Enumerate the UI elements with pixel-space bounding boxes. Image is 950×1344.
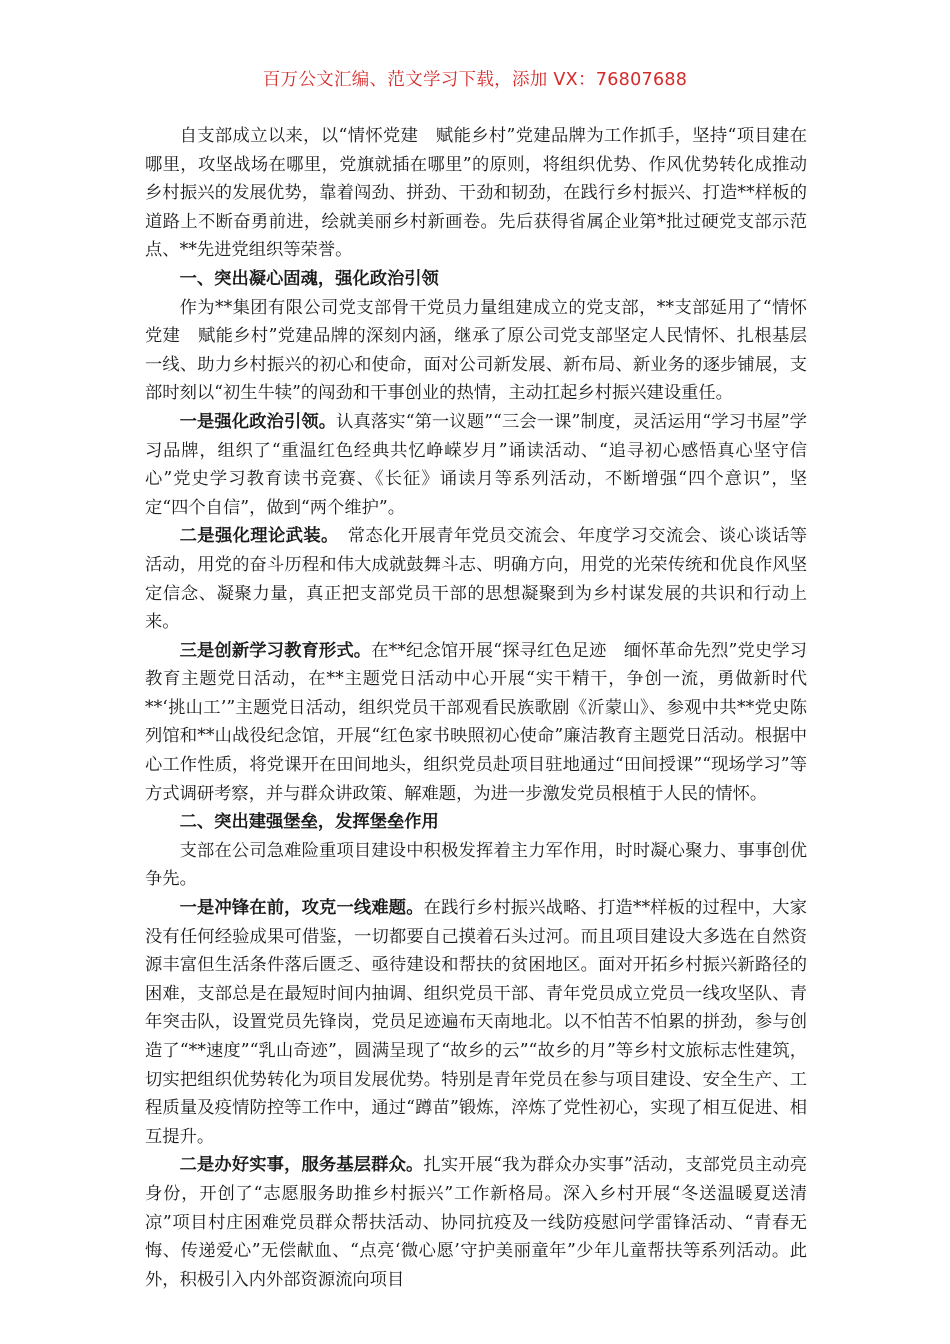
paragraph-3-lead: 二是强化理论武装。 (179, 526, 331, 547)
section-heading-1: 一、突出凝心固魂，强化政治引领 (179, 268, 439, 289)
watermark-banner: 百万公文汇编、范文学习下载，添加 VX：76807688 (262, 70, 688, 90)
section-heading-2: 二、突出建强堡垒，发挥堡垒作用 (179, 812, 439, 833)
paragraph-2 (145, 408, 807, 522)
paragraph-4 (145, 637, 807, 809)
paragraph-5: 支部在公司急难险重项目建设中积极发挥着主力军作用，时时凝心聚力、事事创优争先。 (145, 840, 807, 890)
paragraph-6-lead: 一是冲锋在前，攻克一线难题。 (179, 898, 424, 919)
paragraph-2-text: 认真落实“第一议题”“三会一课”制度，灵活运用“学习书屋”学习品牌，组织了“重温红色经典共忆峥嵘岁月”诵读活动、“追寻初心感悟真心坚守信心”党史学习教育读书竞赛、《长征》诵读月等系列活动，不断增强“四个意识”，坚定“四个自信”，做到“两个维护”。 (145, 411, 807, 518)
paragraph-2-lead: 一是强化政治引领。 (179, 411, 337, 432)
paragraph-3-text: 常态化开展青年党员交流会、年度学习交流会、谈心谈话等活动，用党的奋斗历程和伟大成就鼓舞斗志、明确方向，用党的光荣传统和优良作风坚定信念、凝聚力量，真正把支部党员干部的思想凝聚到为乡村谋发展的共识和行动上来。 (145, 526, 807, 633)
paragraph-7-text: 扎实开展“我为群众办实事”活动，支部党员主动亮身份，开创了“志愿服务助推乡村振兴”工作新格局。深入乡村开展“冬送温暖夏送清凉”项目村庄困难党员群众帮扶活动、协同抗疫及一线防疫慰问学雷锋活动、“青春无悔、传递爱心”无偿献血、“点亮‘微心愿’守护美丽童年”少年儿童帮扶等系列活动。此外，积极引入内外部资源流向项目 (145, 1155, 807, 1290)
paragraph-7-lead: 二是办好实事，服务基层群众。 (179, 1155, 424, 1176)
paragraph-1: 作为**集团有限公司党支部骨干党员力量组建成立的党支部，**支部延用了“情怀党建 赋能乡村”党建品牌的深刻内涵，继承了原公司党支部坚定人民情怀、扎根基层一线、助力乡村振兴的初心和使命，面对公司新发展、新布局、新业务的逐步铺展，支部时刻以“初生牛犊”的闯劲和干事创业的热情，主动扛起乡村振兴建设重任。 (145, 297, 807, 404)
intro-paragraph: 自支部成立以来，以“情怀党建 赋能乡村”党建品牌为工作抓手，坚持“项目建在哪里，攻坚战场在哪里，党旗就插在哪里”的原则，将组织优势、作风优势转化成推动乡村振兴的发展优势，靠着闯劲、拼劲、干劲和韧劲，在践行乡村振兴、打造**样板的道路上不断奋勇前进，绘就美丽乡村新画卷。先后获得省属企业第*批过硬党支部示范点、**先进党组织等荣誉。 (145, 126, 807, 261)
paragraph-6 (145, 894, 807, 1151)
paragraph-6-text: 在践行乡村振兴战略、打造**样板的过程中，大家没有任何经验成果可借鉴，一切都要自己摸着石头过河。而且项目建设大多选在自然资源丰富但生活条件落后匮乏、亟待建设和帮扶的贫困地区。面对开拓乡村振兴新路径的困难，支部总是在最短时间内抽调、组织党员干部、青年党员成立党员一线攻坚队、青年突击队，设置党员先锋岗，党员足迹遍布天南地北。以不怕苦不怕累的拼劲，参与创造了“**速度”“乳山奇迹”，圆满呈现了“故乡的云”“故乡的月”等乡村文旅标志性建筑，切实把组织优势转化为项目发展优势。特别是青年党员在参与项目建设、安全生产、工程质量及疫情防控等工作中，通过“蹲苗”锻炼，淬炼了党性初心，实现了相互促进、相互提升。 (145, 898, 807, 1147)
document-body (145, 122, 807, 1294)
paragraph-3 (145, 522, 807, 636)
paragraph-4-text: 在**纪念馆开展“探寻红色足迹 缅怀革命先烈”党史学习教育主题党日活动，在**主题党日活动中心开展“实干精干，争创一流，勇做新时代**‘挑山工’”主题党日活动，组织党员干部观看民族歌剧《沂蒙山》、参观中共**党史陈列馆和**山战役纪念馆，开展“红色家书映照初心使命”廉洁教育主题党日活动。根据中心工作性质，将党课开在田间地头，组织党员赴项目驻地通过“田间授课”“现场学习”等方式调研考察，并与群众讲政策、解难题，为进一步激发党员根植于人民的情怀。 (145, 640, 807, 804)
paragraph-4-lead: 三是创新学习教育形式。 (179, 640, 372, 661)
paragraph-7 (145, 1151, 807, 1294)
